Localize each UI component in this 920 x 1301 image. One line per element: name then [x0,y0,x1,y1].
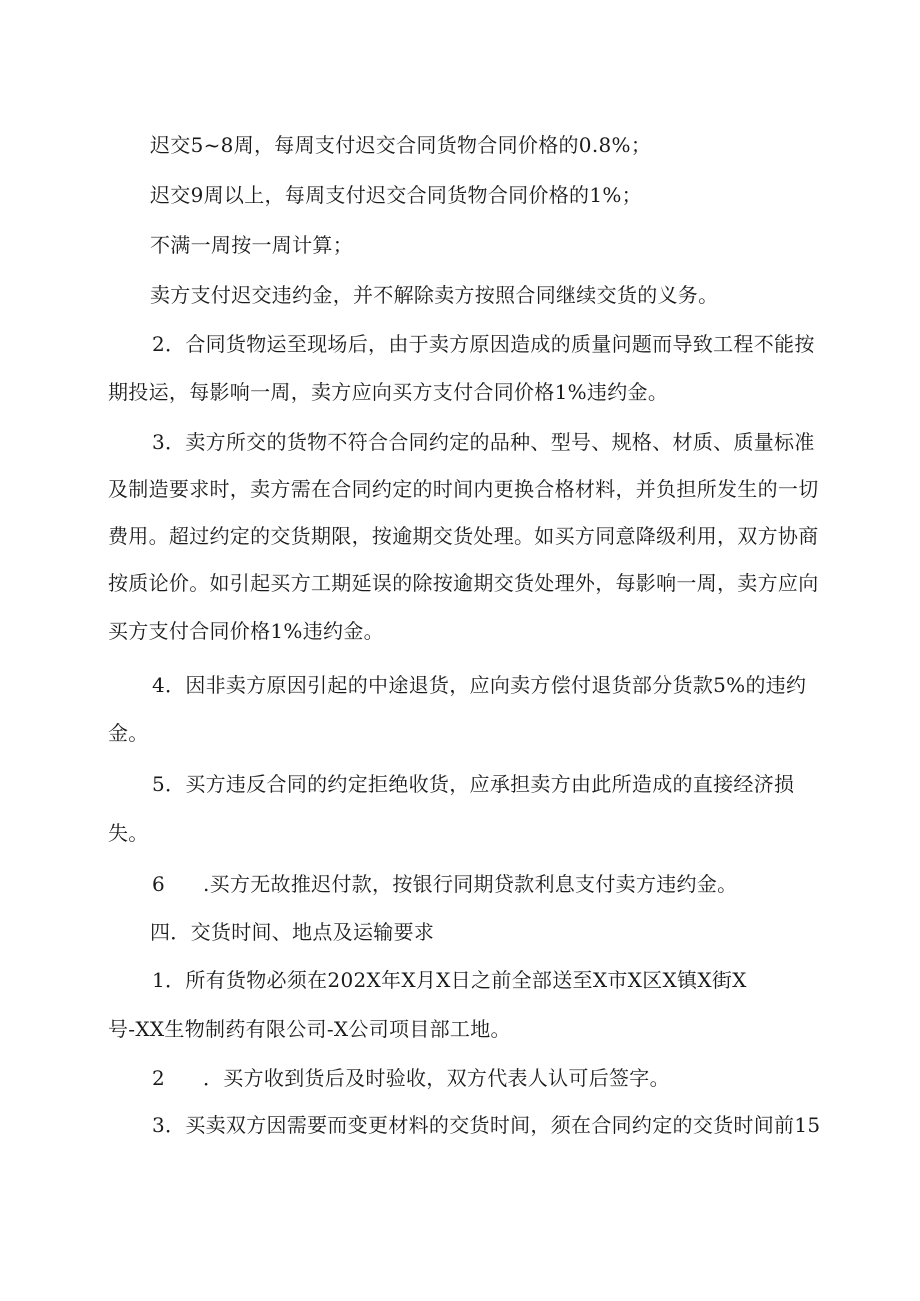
text-line-content: 卖方支付迟交违约金，并不解除卖方按照合同继续交货的义务。 [150,283,719,307]
text-line-content: 2．合同货物运至现场后，由于卖方原因造成的质量问题而导致工程不能按 [152,332,815,356]
text-line-number: 2 [152,1066,166,1090]
text-line-content: ．买方收到货后及时验收，双方代表人认可后签字。 [203,1066,670,1090]
text-line-content: 买方支付合同价格1%违约金。 [108,619,384,643]
text-line-content: 金。 [108,721,149,745]
text-line-content: 不满一周按一周计算； [150,233,353,257]
text-line-content: 号-XX生物制药有限公司-X公司项目部工地。 [108,1017,511,1041]
text-line-content: 5．买方违反合同的约定拒绝收货，应承担卖方由此所造成的直接经济损 [152,772,795,796]
text-line-content: 四．交货时间、地点及运输要求 [150,920,435,944]
text-line-content: 迟交9周以上，每周支付迟交合同货物合同价格的1%； [150,183,642,207]
text-line-number: 6 [152,872,166,896]
text-line-content: 4．因非卖方原因引起的中途退货，应向卖方偿付退货部分货款5%的违约 [152,673,807,697]
text-line-content: 期投运，每影响一周，卖方应向买方支付合同价格1%违约金。 [108,380,669,404]
text-line-content: 费用。超过约定的交货期限，按逾期交货处理。如买方同意降级利用，双方协商 [108,524,819,548]
text-line-content: .买方无故推迟付款，按银行同期贷款利息支付卖方违约金。 [203,872,738,896]
text-line-content: 3．卖方所交的货物不符合合同约定的品种、型号、规格、材质、质量标准 [152,430,815,454]
text-line-content: 3．买卖双方因需要而变更材料的交货时间，须在合同约定的交货时间前15 [152,1113,821,1137]
text-line-content: 按质论价。如引起买方工期延误的除按逾期交货处理外，每影响一周，卖方应向 [108,571,819,595]
text-line-content: 及制造要求时，卖方需在合同约定的时间内更换合格材料，并负担所发生的一切 [108,477,819,501]
text-line-content: 迟交5~8周，每周支付迟交合同货物合同价格的0.8%； [150,133,652,157]
text-line-content: 1．所有货物必须在202X年X月X日之前全部送至X市X区X镇X街X [152,968,747,992]
text-line-content: 失。 [108,821,149,845]
